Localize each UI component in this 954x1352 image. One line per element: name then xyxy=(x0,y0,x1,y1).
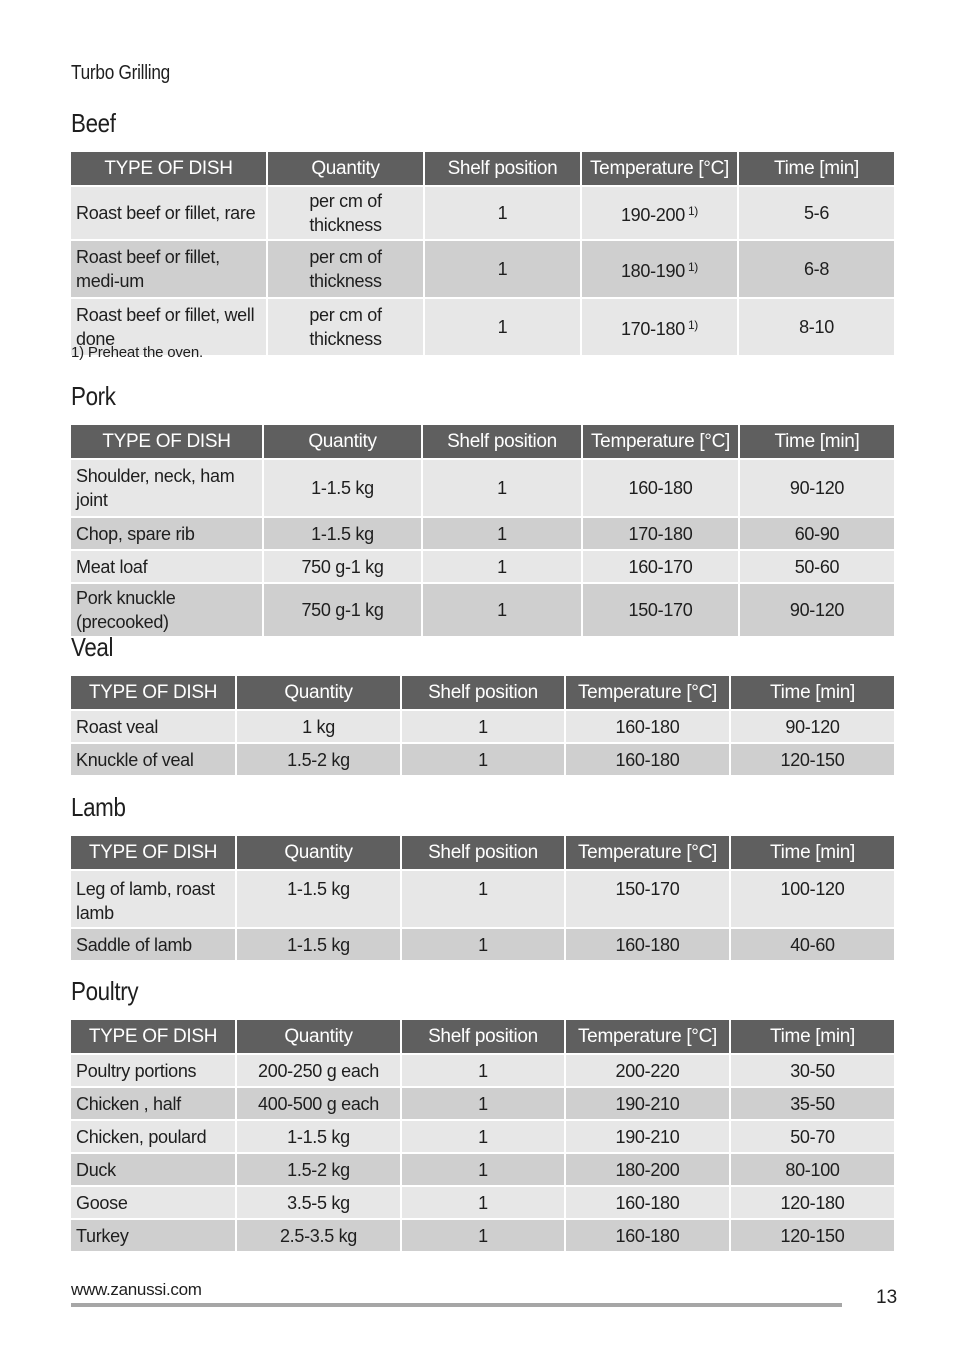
temperature-cell xyxy=(582,187,737,239)
veal-table xyxy=(69,674,896,777)
dish-cell: Roast veal xyxy=(71,711,235,742)
footer-website-link[interactable]: www.zanussi.com xyxy=(71,1280,202,1299)
quantity-cell: 1-1.5 kg xyxy=(237,929,400,960)
dish-cell: Chop, spare rib xyxy=(71,518,262,549)
dish-cell: Saddle of lamb xyxy=(71,929,235,960)
footnote-marker: 1) xyxy=(687,260,699,274)
time-cell: 6-8 xyxy=(739,241,894,297)
column-header-time: Time [min] xyxy=(740,425,894,458)
time-cell: 120-150 xyxy=(731,744,894,775)
shelf-cell: 1 xyxy=(402,871,564,927)
table-row xyxy=(71,1220,894,1251)
temperature-value: 170-180 xyxy=(620,319,685,339)
dish-cell: Turkey xyxy=(71,1220,235,1251)
quantity-cell: per cm of thickness xyxy=(268,299,423,355)
table-row xyxy=(71,744,894,775)
quantity-cell: 1-1.5 kg xyxy=(264,460,421,516)
shelf-cell: 1 xyxy=(423,460,581,516)
quantity-cell: 750 g-1 kg xyxy=(264,551,421,582)
shelf-cell: 1 xyxy=(402,1088,564,1119)
table-row xyxy=(71,1088,894,1119)
table-row xyxy=(71,1121,894,1152)
table-row xyxy=(71,871,894,927)
column-header-time: Time [min] xyxy=(739,152,894,185)
quantity-cell: 1-1.5 kg xyxy=(237,1121,400,1152)
time-cell: 60-90 xyxy=(740,518,894,549)
dish-cell: Duck xyxy=(71,1154,235,1185)
table-row xyxy=(71,1055,894,1086)
quantity-cell: 200-250 g each xyxy=(237,1055,400,1086)
time-cell: 50-60 xyxy=(740,551,894,582)
column-header-quantity: Quantity xyxy=(264,425,421,458)
column-header-temperature: Temperature [°C] xyxy=(566,836,729,869)
pork-table xyxy=(69,423,896,638)
dish-cell: Roast beef or fillet, well done xyxy=(71,299,266,355)
time-cell: 5-6 xyxy=(739,187,894,239)
table-row xyxy=(71,711,894,742)
column-header-shelf: Shelf position xyxy=(423,425,581,458)
temperature-cell: 150-170 xyxy=(566,871,729,927)
table-row xyxy=(71,187,894,239)
time-cell: 80-100 xyxy=(731,1154,894,1185)
column-header-shelf: Shelf position xyxy=(402,1020,564,1053)
dish-cell: Knuckle of veal xyxy=(71,744,235,775)
poultry-table xyxy=(69,1018,896,1253)
quantity-cell: 1.5-2 kg xyxy=(237,1154,400,1185)
lamb-header-row xyxy=(71,836,894,869)
column-header-dish: TYPE OF DISH xyxy=(71,152,266,185)
time-cell: 90-120 xyxy=(731,711,894,742)
time-cell: 90-120 xyxy=(740,460,894,516)
temperature-cell: 200-220 xyxy=(566,1055,729,1086)
dish-cell: Chicken, poulard xyxy=(71,1121,235,1152)
dish-cell: Roast beef or fillet, medi-um xyxy=(71,241,266,297)
time-cell: 50-70 xyxy=(731,1121,894,1152)
footnote-marker: 1) xyxy=(687,318,699,332)
shelf-cell: 1 xyxy=(425,299,580,355)
quantity-cell: per cm of thickness xyxy=(268,187,423,239)
footer-divider xyxy=(71,1303,842,1307)
pork-header-row xyxy=(71,425,894,458)
shelf-cell: 1 xyxy=(402,711,564,742)
dish-cell: Poultry portions xyxy=(71,1055,235,1086)
column-header-dish: TYPE OF DISH xyxy=(71,676,235,709)
dish-cell: Roast beef or fillet, rare xyxy=(71,187,266,239)
shelf-cell: 1 xyxy=(402,1187,564,1218)
dish-cell: Meat loaf xyxy=(71,551,262,582)
temperature-cell: 160-180 xyxy=(566,711,729,742)
quantity-cell: 2.5-3.5 kg xyxy=(237,1220,400,1251)
shelf-cell: 1 xyxy=(423,518,581,549)
temperature-cell: 160-170 xyxy=(583,551,738,582)
poultry-header-row xyxy=(71,1020,894,1053)
temperature-cell: 150-170 xyxy=(583,584,738,636)
time-cell: 90-120 xyxy=(740,584,894,636)
table-row xyxy=(71,518,894,549)
column-header-quantity: Quantity xyxy=(237,1020,400,1053)
temperature-cell: 160-180 xyxy=(583,460,738,516)
temperature-cell: 160-180 xyxy=(566,929,729,960)
veal-heading: Veal xyxy=(71,632,114,662)
quantity-cell: 3.5-5 kg xyxy=(237,1187,400,1218)
temperature-cell: 160-180 xyxy=(566,1187,729,1218)
table-row xyxy=(71,551,894,582)
shelf-cell: 1 xyxy=(402,1154,564,1185)
dish-cell: Goose xyxy=(71,1187,235,1218)
column-header-temperature: Temperature [°C] xyxy=(566,676,729,709)
shelf-cell: 1 xyxy=(423,551,581,582)
veal-header-row xyxy=(71,676,894,709)
page-number: 13 xyxy=(876,1287,898,1308)
quantity-cell: 1-1.5 kg xyxy=(264,518,421,549)
page-title: Turbo Grilling xyxy=(71,62,170,84)
time-cell: 35-50 xyxy=(731,1088,894,1119)
quantity-cell: 1-1.5 kg xyxy=(237,871,400,927)
column-header-quantity: Quantity xyxy=(237,676,400,709)
column-header-shelf: Shelf position xyxy=(402,836,564,869)
temperature-cell: 160-180 xyxy=(566,744,729,775)
temperature-cell: 190-210 xyxy=(566,1121,729,1152)
time-cell: 30-50 xyxy=(731,1055,894,1086)
dish-cell: Chicken , half xyxy=(71,1088,235,1119)
table-row xyxy=(71,1187,894,1218)
shelf-cell: 1 xyxy=(402,929,564,960)
poultry-heading: Poultry xyxy=(71,976,139,1006)
temperature-cell xyxy=(582,299,737,355)
pork-heading: Pork xyxy=(71,381,116,411)
shelf-cell: 1 xyxy=(423,584,581,636)
temperature-cell: 160-180 xyxy=(566,1220,729,1251)
lamb-table xyxy=(69,834,896,962)
time-cell: 40-60 xyxy=(731,929,894,960)
time-cell: 100-120 xyxy=(731,871,894,927)
time-cell: 8-10 xyxy=(739,299,894,355)
quantity-cell: 400-500 g each xyxy=(237,1088,400,1119)
column-header-temperature: Temperature [°C] xyxy=(582,152,737,185)
quantity-cell: 750 g-1 kg xyxy=(264,584,421,636)
beef-table xyxy=(69,150,896,357)
lamb-heading: Lamb xyxy=(71,792,126,822)
temperature-cell: 170-180 xyxy=(583,518,738,549)
column-header-temperature: Temperature [°C] xyxy=(583,425,738,458)
dish-cell: Shoulder, neck, ham joint xyxy=(71,460,262,516)
column-header-temperature: Temperature [°C] xyxy=(566,1020,729,1053)
column-header-dish: TYPE OF DISH xyxy=(71,425,262,458)
column-header-dish: TYPE OF DISH xyxy=(71,1020,235,1053)
shelf-cell: 1 xyxy=(425,187,580,239)
quantity-cell: 1 kg xyxy=(237,711,400,742)
shelf-cell: 1 xyxy=(402,744,564,775)
dish-cell: Pork knuckle (precooked) xyxy=(71,584,262,636)
temperature-cell xyxy=(582,241,737,297)
column-header-time: Time [min] xyxy=(731,676,894,709)
beef-header-row xyxy=(71,152,894,185)
column-header-quantity: Quantity xyxy=(237,836,400,869)
column-header-time: Time [min] xyxy=(731,836,894,869)
table-row xyxy=(71,241,894,297)
quantity-cell: 1.5-2 kg xyxy=(237,744,400,775)
beef-heading: Beef xyxy=(71,108,116,138)
column-header-shelf: Shelf position xyxy=(425,152,580,185)
table-row xyxy=(71,929,894,960)
quantity-cell: per cm of thickness xyxy=(268,241,423,297)
column-header-quantity: Quantity xyxy=(268,152,423,185)
temperature-value: 180-190 xyxy=(620,261,685,281)
table-row xyxy=(71,1154,894,1185)
time-cell: 120-180 xyxy=(731,1187,894,1218)
table-row xyxy=(71,584,894,636)
shelf-cell: 1 xyxy=(402,1121,564,1152)
temperature-value: 190-200 xyxy=(620,205,685,225)
column-header-time: Time [min] xyxy=(731,1020,894,1053)
dish-cell: Leg of lamb, roast lamb xyxy=(71,871,235,927)
column-header-dish: TYPE OF DISH xyxy=(71,836,235,869)
shelf-cell: 1 xyxy=(402,1055,564,1086)
temperature-cell: 180-200 xyxy=(566,1154,729,1185)
footnote-marker: 1) xyxy=(687,204,699,218)
table-row xyxy=(71,460,894,516)
shelf-cell: 1 xyxy=(425,241,580,297)
temperature-cell: 190-210 xyxy=(566,1088,729,1119)
time-cell: 120-150 xyxy=(731,1220,894,1251)
shelf-cell: 1 xyxy=(402,1220,564,1251)
beef-footnote: 1) Preheat the oven. xyxy=(71,344,203,361)
column-header-shelf: Shelf position xyxy=(402,676,564,709)
